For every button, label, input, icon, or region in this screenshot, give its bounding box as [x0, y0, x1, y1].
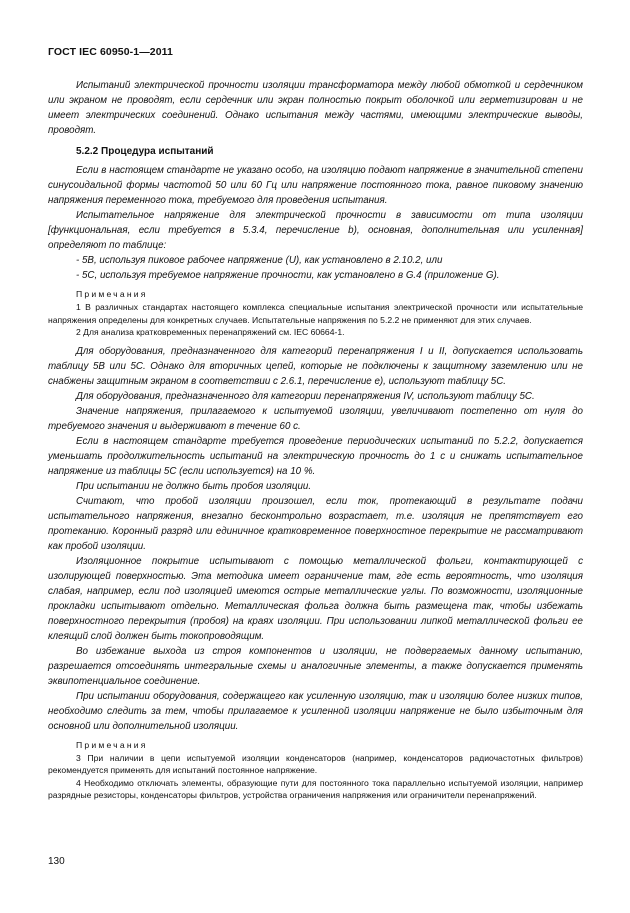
- paragraph: Для оборудования, предназначенного для категории перенапряжения IV, используют таблицу 5С.: [76, 390, 535, 402]
- note-item: 3 При наличии в цепи испытуемой изоляции конденсаторов (например, конденсаторов радиочастотных фильтров) рекомендуется применять для испытаний постоянное напряжение.: [48, 752, 583, 775]
- section-title: 5.2.2 Процедура испытаний: [76, 146, 214, 157]
- paragraph: Испытаний электрической прочности изоляции трансформатора между любой обмоткой и сердечником или экраном не проводят, если сердечник или экран полностью покрыт оболочкой или герметизирован и не имеет электрических соединений. Однако испытания между частями, имеющими электрические выводы, проводят.: [48, 80, 583, 136]
- paragraph: Если в настоящем стандарте требуется проведение периодических испытаний по 5.2.2, допускается уменьшать продолжительность испытаний на электрическую прочность до 1 с и снижать испытательное напряжение из таблицы 5С (если используется) на 10 %.: [48, 435, 583, 477]
- paragraph: Изоляционное покрытие испытывают с помощью металлической фольги, контактирующей с изолирующей поверхностью. Эта методика имеет ограничение там, где есть вероятность, что изоляция слабая, например, если под изоляцией имеются острые металлические углы. По возможности, изоляционные прокладки испытывают отдельно. Металлическая фольга должна быть размещена так, чтобы избежать поверхностного перекрытия (пробоя) на краях изоляции. При использовании липкой металлической фольги ее клеящий слой должен быть токопроводящим.: [48, 555, 583, 642]
- paragraph: Если в настоящем стандарте не указано особо, на изоляцию подают напряжение в значительной степени синусоидальной формы частотой 50 или 60 Гц или напряжение постоянного тока, равное пиковому значению напряжения переменного тока, требуемого для проведения испытания.: [48, 165, 583, 206]
- list-item: - 5С, используя требуемое напряжение прочности, как установлено в G.4 (приложение G).: [76, 270, 500, 281]
- paragraph: Значение напряжения, прилагаемого к испытуемой изоляции, увеличивают постепенно от нуля до требуемого значения и выдерживают в течение 60 с.: [48, 405, 583, 432]
- paragraph: Для оборудования, предназначенного для категорий перенапряжения I и II, допускается использовать таблицу 5В или 5С. Однако для вторичных цепей, которые не подключены к защитному заземлению или не снабжены защитным экраном в соответствии с 2.6.1, перечисление е), используют таблицу 5С.: [48, 345, 583, 387]
- paragraph: При испытании не должно быть пробоя изоляции.: [76, 480, 312, 492]
- page-number: 130: [48, 856, 65, 867]
- list-item: - 5В, используя пиковое рабочее напряжение (U), как установлено в 2.10.2, или: [76, 255, 443, 266]
- paragraph: Испытательное напряжение для электрической прочности в зависимости от типа изоляции [функциональная, если требуется в 5.3.4, перечисление b), основная, дополнительная или усиленная] определяют по таблице:: [48, 210, 583, 251]
- document-body: [48, 78, 583, 802]
- note-item: 2 Для анализа кратковременных перенапряжений см. IEC 60664-1.: [76, 327, 345, 337]
- notes-title: Примечания: [76, 289, 148, 299]
- note-item: 1 В различных стандартах настоящего комплекса специальные испытания электрической прочности или испытательные напряжения определены для конкретных случаев. Испытательные напряжения по 5.2.2 не применяют для этих случаев.: [48, 302, 583, 325]
- notes-title: Примечания: [76, 739, 148, 750]
- document-header: ГОСТ IEC 60950-1—2011: [48, 46, 173, 58]
- paragraph: При испытании оборудования, содержащего как усиленную изоляцию, так и изоляцию более низких типов, необходимо следить за тем, чтобы прилагаемое к усиленной изоляции напряжение не было избыточным для основной или дополнительной изоляции.: [48, 690, 583, 732]
- paragraph: Во избежание выхода из строя компонентов и изоляции, не подвергаемых данному испытанию, разрешается отсоединять интегральные схемы и аналогичные элементы, а также допускается применять эквипотенциальное соединение.: [48, 645, 583, 687]
- paragraph: Считают, что пробой изоляции произошел, если ток, протекающий в результате подачи испытательного напряжения, внезапно бесконтрольно возрастает, т.е. изоляция не препятствует его протеканию. Коронный разряд или единичное кратковременное поверхностное перекрытие не рассматривают как пробой изоляции.: [48, 495, 583, 552]
- note-item: 4 Необходимо отключать элементы, образующие пути для постоянного тока параллельно испытуемой изоляции, например разрядные резисторы, конденсаторы фильтров, устройства ограничения напряжения или ограничители перенапряжений.: [48, 777, 583, 800]
